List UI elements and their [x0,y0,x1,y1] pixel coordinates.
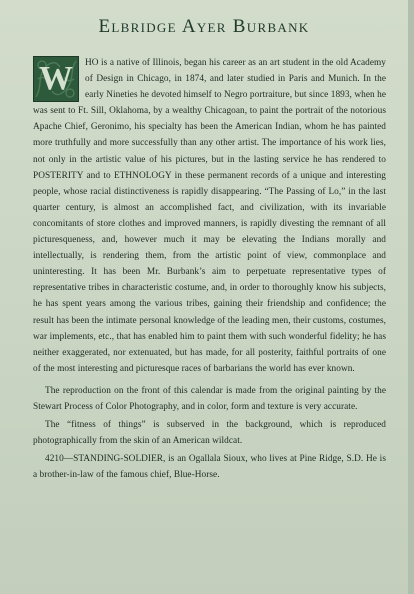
drop-cap-letter: W [38,60,74,97]
ornamental-drop-cap [33,56,79,102]
paragraph-4: 4210—STANDING-SOLDIER, is an Ogallala Sioux, who lives at Pine Ridge, S.D. He is a brother-in-law of the famous chief, Blue-Horse. [33,454,386,481]
paragraph-3: The “fitness of things” is subserved in the background, which is reproduced photographically from the skin of an American wildcat. [33,420,386,447]
page-title: Elbridge Ayer Burbank [98,16,310,37]
article-body [33,55,386,483]
paragraph-2: The reproduction on the front of this calendar is made from the original painting by the Stewart Process of Color Photography, and in color, form and texture is very accurate. [33,385,386,412]
paragraph-1: HO is a native of Illinois, began his career as an art student in the old Academy of Design in Chicago, in 1874, and later studied in Paris and Munich. In the early Nineties he devoted himself to Negro portraiture, but since 1893, when he was sent to Ft. Sill, Oklahoma, by a wealthy Chicagoan, to paint the portrait of the notorious Apache Chief, Geronimo, his specialty has been the American Indian, whom he has painted more truthfully and more successfully than any other artist. The importance of his work lies, not only in the artistic value of his pictures, but in the lasting service he has rendered to POSTERITY and to ETHNOLOGY in these permanent records of a unique and interesting people, whose racial distinctiveness is rapidly disappearing. “The Passing of Lo,” in the last quarter century, is almost an accomplished fact, and civilization, with its invariable concomitants of store clothes and improved manners, is rapidly divesting the remnant of all picturesqueness, and, however much it may be elevating the Indians morally and intellectually, is rendering them, from the artistic point of view, commonplace and uninteresting. It has been Mr. Burbank’s aim to perpetuate representative types of representative tribes in characteristic costume, and, in order to thoroughly know his subjects, he has spent years among the various tribes, gaining their friendship and confidence; the result has been the intimate personal knowledge of the leading men, their customs, costumes, war implements, etc., that has enabled him to paint them with such wonderful fidelity; he has neither exaggerated, nor extenuated, but has made, for all posterity, faithful portraits of one of the most interesting and picturesque races of barbarians the world has ever known. [33,58,386,374]
